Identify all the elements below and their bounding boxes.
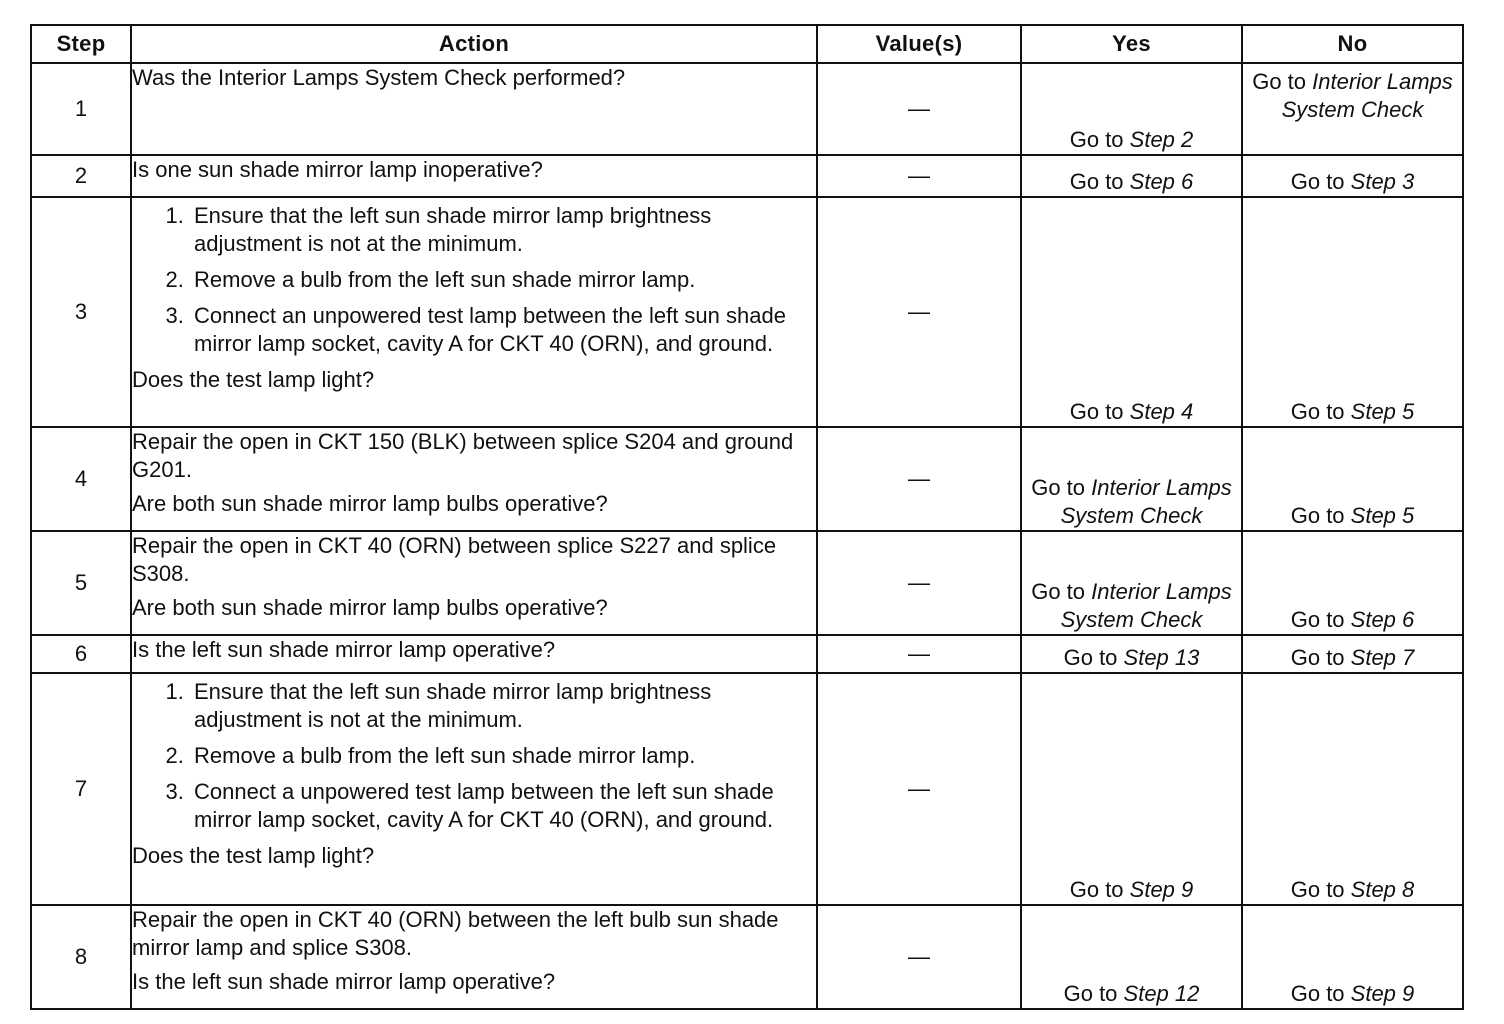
yes-goto-target-link[interactable]: Interior Lamps System Check [1060, 475, 1232, 528]
action-text: Repair the open in CKT 40 (ORN) between splice S227 and splice S308. [132, 533, 777, 586]
table-row [31, 155, 1463, 197]
header-values: Value(s) [817, 25, 1021, 63]
yes-goto-prefix: Go to [1063, 645, 1124, 670]
no-cell [1242, 155, 1463, 197]
no-cell [1242, 635, 1463, 673]
header-no: No [1242, 25, 1463, 63]
no-cell [1242, 531, 1463, 635]
no-goto-target-link[interactable]: Interior Lamps System Check [1281, 69, 1453, 122]
yes-goto-prefix: Go to [1031, 579, 1092, 604]
value-cell [817, 635, 1021, 673]
action-cell [131, 531, 817, 635]
yes-goto-target-link[interactable]: Step 4 [1129, 399, 1194, 424]
no-goto-prefix: Go to [1290, 645, 1351, 670]
step-number: 5 [31, 531, 131, 635]
action-cell [131, 63, 817, 155]
step-number: 3 [31, 197, 131, 427]
value-cell [817, 155, 1021, 197]
yes-goto-prefix: Go to [1069, 399, 1130, 424]
action-question: Does the test lamp light? [132, 367, 375, 392]
no-goto-prefix: Go to [1252, 69, 1313, 94]
yes-goto-prefix: Go to [1069, 169, 1130, 194]
yes-cell [1021, 427, 1242, 531]
no-goto-prefix: Go to [1290, 607, 1351, 632]
procedure-item: 1. Ensure that the left sun shade mirror lamp brightness adjustment is not at the minimum. [190, 202, 816, 258]
action-cell [131, 155, 817, 197]
value-text: — [908, 466, 930, 491]
no-goto-prefix: Go to [1290, 399, 1351, 424]
value-text: — [908, 299, 930, 324]
no-cell [1242, 63, 1463, 155]
yes-goto-prefix: Go to [1069, 127, 1130, 152]
yes-goto-target-link[interactable]: Step 13 [1123, 645, 1200, 670]
procedure-item: 1. Ensure that the left sun shade mirror lamp brightness adjustment is not at the minimum. [190, 678, 816, 734]
procedure-item: 2. Remove a bulb from the left sun shade mirror lamp. [190, 742, 816, 770]
no-goto-prefix: Go to [1290, 503, 1351, 528]
no-goto-target-link[interactable]: Step 9 [1350, 981, 1415, 1006]
action-cell [131, 635, 817, 673]
no-cell [1242, 905, 1463, 1009]
value-cell [817, 531, 1021, 635]
value-cell [817, 905, 1021, 1009]
yes-cell [1021, 635, 1242, 673]
no-goto-prefix: Go to [1290, 169, 1351, 194]
action-procedure-list [132, 678, 816, 834]
diagnostic-table [30, 24, 1464, 1010]
yes-goto-target-link[interactable]: Step 12 [1123, 981, 1200, 1006]
yes-cell [1021, 63, 1242, 155]
yes-cell [1021, 197, 1242, 427]
yes-goto-target-link[interactable]: Step 6 [1129, 169, 1194, 194]
table-row [31, 635, 1463, 673]
value-text: — [908, 944, 930, 969]
action-question: Does the test lamp light? [132, 843, 375, 868]
header-action: Action [131, 25, 817, 63]
table-row [31, 63, 1463, 155]
step-number: 7 [31, 673, 131, 905]
step-number: 8 [31, 905, 131, 1009]
table-row [31, 531, 1463, 635]
value-text: — [908, 776, 930, 801]
table-row [31, 427, 1463, 531]
step-number: 1 [31, 63, 131, 155]
no-goto-target-link[interactable]: Step 6 [1350, 607, 1415, 632]
table-row [31, 905, 1463, 1009]
step-number: 6 [31, 635, 131, 673]
value-text: — [908, 570, 930, 595]
no-goto-target-link[interactable]: Step 5 [1350, 399, 1415, 424]
procedure-item: 3. Connect a unpowered test lamp between the left sun shade mirror lamp socket, cavity A for CKT 40 (ORN), and ground. [190, 778, 816, 834]
action-text: Repair the open in CKT 40 (ORN) between the left bulb sun shade mirror lamp and splice S308. [132, 907, 779, 960]
no-goto-target-link[interactable]: Step 3 [1350, 169, 1415, 194]
action-procedure-list [132, 202, 816, 358]
yes-cell [1021, 673, 1242, 905]
value-cell [817, 427, 1021, 531]
yes-goto-target-link[interactable]: Interior Lamps System Check [1060, 579, 1232, 632]
value-cell [817, 63, 1021, 155]
value-cell [817, 197, 1021, 427]
no-cell [1242, 673, 1463, 905]
yes-cell [1021, 155, 1242, 197]
procedure-item: 2. Remove a bulb from the left sun shade mirror lamp. [190, 266, 816, 294]
no-goto-prefix: Go to [1290, 981, 1351, 1006]
action-cell [131, 673, 817, 905]
action-cell [131, 427, 817, 531]
action-question: Is the left sun shade mirror lamp operative? [132, 969, 556, 994]
no-goto-target-link[interactable]: Step 8 [1350, 877, 1415, 902]
header-yes: Yes [1021, 25, 1242, 63]
no-cell [1242, 197, 1463, 427]
value-text: — [908, 96, 930, 121]
action-question: Are both sun shade mirror lamp bulbs operative? [132, 595, 608, 620]
step-number: 4 [31, 427, 131, 531]
step-number: 2 [31, 155, 131, 197]
yes-goto-prefix: Go to [1063, 981, 1124, 1006]
value-text: — [908, 163, 930, 188]
action-question: Are both sun shade mirror lamp bulbs operative? [132, 491, 608, 516]
no-goto-target-link[interactable]: Step 5 [1350, 503, 1415, 528]
table-header [31, 25, 1463, 63]
no-goto-prefix: Go to [1290, 877, 1351, 902]
yes-cell [1021, 531, 1242, 635]
no-cell [1242, 427, 1463, 531]
yes-goto-prefix: Go to [1069, 877, 1130, 902]
procedure-item: 3. Connect an unpowered test lamp between the left sun shade mirror lamp socket, cavity A for CKT 40 (ORN), and ground. [190, 302, 816, 358]
value-cell [817, 673, 1021, 905]
action-text: Was the Interior Lamps System Check performed? [132, 65, 626, 90]
action-cell [131, 905, 817, 1009]
yes-cell [1021, 905, 1242, 1009]
action-text: Is the left sun shade mirror lamp operative? [132, 637, 556, 662]
action-cell [131, 197, 817, 427]
value-text: — [908, 641, 930, 666]
action-text: Repair the open in CKT 150 (BLK) between splice S204 and ground G201. [132, 429, 794, 482]
table-row [31, 673, 1463, 905]
action-text: Is one sun shade mirror lamp inoperative? [132, 157, 543, 182]
table-row [31, 197, 1463, 427]
header-step: Step [31, 25, 131, 63]
yes-goto-prefix: Go to [1031, 475, 1092, 500]
header-row [31, 25, 1463, 63]
no-goto-target-link[interactable]: Step 7 [1350, 645, 1415, 670]
yes-goto-target-link[interactable]: Step 2 [1129, 127, 1194, 152]
yes-goto-target-link[interactable]: Step 9 [1129, 877, 1194, 902]
table-body [31, 63, 1463, 1009]
